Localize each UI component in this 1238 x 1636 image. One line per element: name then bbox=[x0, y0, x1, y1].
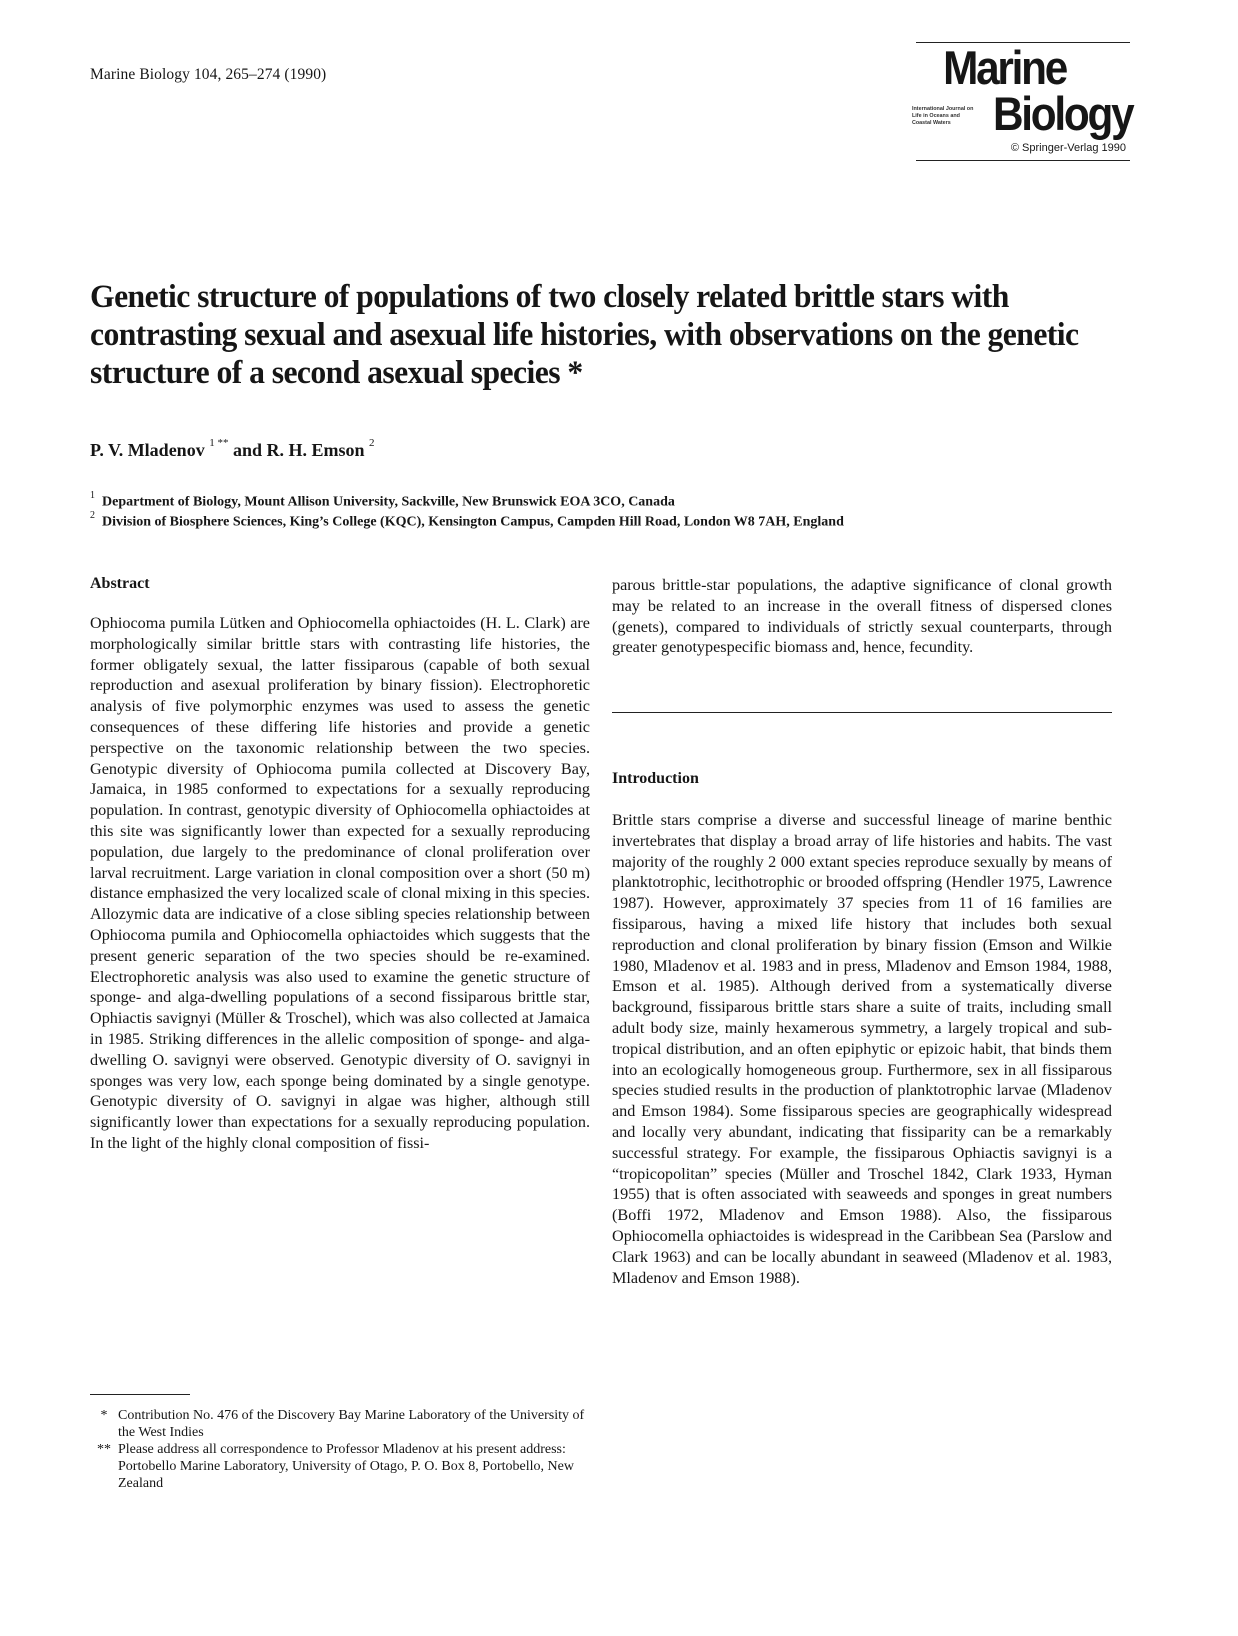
abstract-heading: Abstract bbox=[90, 575, 150, 592]
abstract-continuation: parous brittle-star populations, the adaptive significance of clonal growth may be related to an increase in the overall fitness of dispersed clones (genets), compared to individuals of strictly sexual counterparts, through greater genotypespecific biomass and, hence, fecundity. bbox=[612, 576, 1112, 657]
footnote-mark: * bbox=[100, 1408, 108, 1423]
footnote-text: Contribution No. 476 of the Discovery Bay Marine Laboratory of the University of the West Indies bbox=[118, 1408, 585, 1440]
article-title: Genetic structure of populations of two closely related brittle stars with contrasting sexual and asexual life histories, with observations on the genetic structure of a second asexual species * bbox=[90, 279, 1079, 391]
affiliation bbox=[90, 512, 844, 531]
journal-citation: Marine Biology 104, 265–274 (1990) bbox=[90, 66, 327, 83]
footnote bbox=[90, 1407, 590, 1441]
affiliation-mark: 1 bbox=[90, 490, 95, 501]
footnotes bbox=[90, 1407, 590, 1492]
introduction-heading: Introduction bbox=[612, 770, 699, 787]
author-conjunction: and bbox=[232, 440, 262, 460]
author-line bbox=[90, 437, 375, 461]
affiliation-text: Division of Biosphere Sciences, King’s College (KQC), Kensington Campus, Campden Hill Road, London W8 7AH, England bbox=[102, 514, 844, 530]
author-affiliation-mark: 1 ** bbox=[209, 437, 229, 449]
abstract-end-rule bbox=[612, 712, 1112, 713]
logo-word-marine: Marine bbox=[943, 41, 1066, 94]
footnote bbox=[90, 1441, 590, 1492]
author-name: P. V. Mladenov bbox=[90, 440, 205, 460]
copyright-notice: © Springer-Verlag 1990 bbox=[1010, 142, 1126, 154]
affiliation bbox=[90, 492, 675, 511]
journal-logo bbox=[912, 40, 1133, 162]
introduction-body: Brittle stars comprise a diverse and successful lineage of marine benthic invertebrates that display a broad array of life histories and habits. The vast majority of the roughly 2 000 extant species reproduce sexually by means of planktotrophic, lecithotrophic or brooded offspring (Hendler 1975, Lawrence 1987). However, approximately 37 species from 11 of 16 families are fissiparous, having a mixed life history that includes both sexual reproduction and clonal proliferation by binary fission (Emson and Wilkie 1980, Mladenov et al. 1983 and in press, Mladenov and Emson 1984, 1988, Emson et al. 1985). Although derived from a systematically diverse background, fissiparous brittle stars share a suite of traits, including small adult body size, mainly hexamerous symmetry, a largely tropical and sub-tropical distribution, and an often epiphytic or epizoic habit, that binds them into an ecologically homogeneous group. Furthermore, sex in all fissiparous species studied results in the production of planktotrophic larvae (Mladenov and Emson 1984). Some fissiparous species are geographically widespread and locally very abundant, indicating that fissiparity can be a remarkably successful strategy. For example, the fissiparous Ophiactis savignyi is a “tropicopolitan” species (Müller and Troschel 1842, Clark 1933, Hyman 1955) that is often associated with seaweeds and sponges in great numbers (Boffi 1972, Mladenov and Emson 1988). Also, the fissiparous Ophiocomella ophiactoides is widespread in the Caribbean Sea (Parslow and Clark 1963) and can be locally abundant in seaweed (Mladenov et al. 1983, Mladenov and Emson 1988). bbox=[612, 811, 1113, 1287]
footnote-mark: ** bbox=[97, 1442, 111, 1457]
footnote-separator bbox=[90, 1394, 190, 1395]
logo-subtitle: International Journal on Life in Oceans and Coastal Waters bbox=[912, 106, 974, 126]
logo-bottom-rule bbox=[916, 160, 1130, 161]
abstract-body: Ophiocoma pumila Lütken and Ophiocomella ophiactoides (H. L. Clark) are morphologically similar brittle stars with contrasting life histories, the former obligately sexual, the latter fissiparous (capable of both sexual reproduction and asexual proliferation by binary fission). Electrophoretic analysis of five polymorphic enzymes was used to assess the genetic consequences of these differing life histories and provide a genetic perspective on the taxonomic relationship between the two species. Genotypic diversity of Ophiocoma pumila collected at Discovery Bay, Jamaica, in 1985 conformed to expectations for a sexually reproducing population. In contrast, genotypic diversity of Ophiocomella ophiactoides at this site was significantly lower than expected for a sexually reproducing population, due largely to the predominance of clonal proliferation over larval recruitment. Large variation in clonal composition over a short (50 m) distance emphasized the very localized scale of clonal mixing in this species. Allozymic data are indicative of a close sibling species relationship between Ophiocoma pumila and Ophiocomella ophiactoides which suggests that the present generic separation of the two species should be re-examined. Electrophoretic analysis was also used to examine the genetic structure of sponge- and alga-dwelling populations of a second fissiparous brittle star, Ophiactis savignyi (Müller & Troschel), which was also collected at Jamaica in 1985. Striking differences in the allelic composition of sponge- and alga-dwelling O. savignyi were observed. Genotypic diversity of O. savignyi in sponges was very low, each sponge being dominated by a single genotype. Genotypic diversity of O. savignyi in algae was higher, although still significantly lower than expectations for a sexually reproducing population. In the light of the highly clonal composition of fissi- bbox=[90, 614, 590, 1152]
author-name: R. H. Emson bbox=[266, 440, 365, 460]
footnote-text: Please address all correspondence to Professor Mladenov at his present address: Portobello Marine Laboratory, University of Otago, P. O. Box 8, Portobello, New Zealand bbox=[118, 1442, 574, 1491]
affiliation-mark: 2 bbox=[90, 510, 95, 521]
author-affiliation-mark: 2 bbox=[369, 437, 375, 449]
logo-word-biology: Biology bbox=[993, 87, 1133, 140]
affiliation-text: Department of Biology, Mount Allison University, Sackville, New Brunswick EOA 3CO, Canada bbox=[102, 494, 675, 510]
